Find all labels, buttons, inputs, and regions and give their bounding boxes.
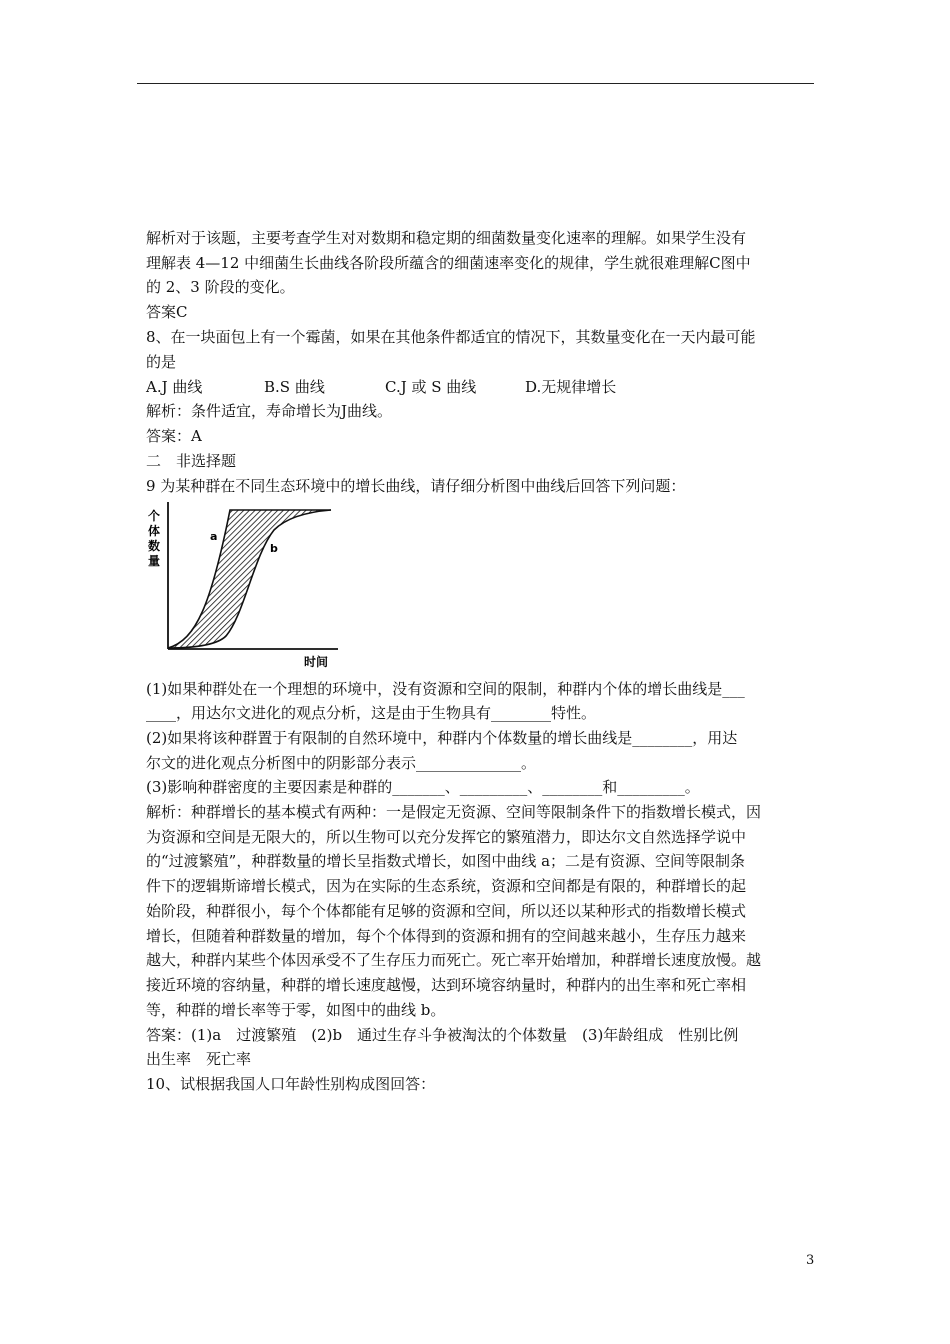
text-line: 解析对于该题，主要考查学生对对数期和稳定期的细菌数量变化速率的理解。如果学生没有 xyxy=(146,229,747,247)
curve-a-label: a xyxy=(210,530,218,543)
text-line: 理解表 4—12 中细菌生长曲线各阶段所蕴含的细菌速率变化的规律，学生就很难理解C图中 xyxy=(146,254,751,272)
y-label-char: 量 xyxy=(148,554,161,568)
answer-line: 出生率 死亡率 xyxy=(146,1050,252,1068)
section-heading: 二 非选择题 xyxy=(146,452,237,470)
answer-line: 答案：(1)a 过渡繁殖 (2)b 通过生存斗争被淘汰的个体数量 (3)年龄组成 性别比例 xyxy=(146,1026,739,1044)
text-line: ____，用达尔文进化的观点分析，这是由于生物具有________特性。 xyxy=(146,704,597,722)
text-line: 的是 xyxy=(146,353,177,371)
question-9: 9 为某种群在不同生态环境中的增长曲线，请仔细分析图中曲线后回答下列问题： xyxy=(146,477,686,495)
question-9-part-2: (2)如果将该种群置于有限制的自然环境中，种群内个体数量的增长曲线是________，用达 xyxy=(146,729,738,747)
analysis-line: 解析：种群增长的基本模式有两种：一是假定无资源、空间等限制条件下的指数增长模式，因 xyxy=(146,803,762,821)
shaded-region xyxy=(168,510,331,648)
option-c: C.J 或 S 曲线 xyxy=(385,378,477,396)
y-label-char: 数 xyxy=(148,539,161,553)
text-line: 解析：条件适宜，寿命增长为J曲线。 xyxy=(146,402,393,420)
analysis-line: 接近环境的容纳量，种群的增长速度越慢，达到环境容纳量时，种群内的出生率和死亡率相 xyxy=(146,976,747,994)
question-9-part-1: (1)如果种群处在一个理想的环境中，没有资源和空间的限制，种群内个体的增长曲线是___ xyxy=(146,680,745,698)
y-label-char: 体 xyxy=(148,524,161,538)
page-number: 3 xyxy=(806,1253,815,1268)
question-8: 8、在一块面包上有一个霉菌，如果在其他条件都适宜的情况下，其数量变化在一天内最可能 xyxy=(146,328,756,346)
option-a: A.J 曲线 xyxy=(146,378,203,396)
analysis-line: 增长，但随着种群数量的增加，每个个体得到的资源和拥有的空间越来越小，生存压力越来 xyxy=(146,927,747,945)
text-line: 的 2、3 阶段的变化。 xyxy=(146,278,295,296)
question-10: 10、试根据我国人口年龄性别构成图回答： xyxy=(146,1075,436,1093)
header-rule xyxy=(137,83,814,84)
text-line: 答案C xyxy=(146,303,188,321)
analysis-line: 的“过渡繁殖”，种群数量的增长呈指数式增长，如图中曲线 a；二是有资源、空间等限制条 xyxy=(146,852,746,870)
analysis-line: 始阶段，种群很小，每个个体都能有足够的资源和空间，所以还以某种形式的指数增长模式 xyxy=(146,902,747,920)
text-line: 尔文的进化观点分析图中的阴影部分表示______________。 xyxy=(146,754,537,772)
curve-b-label: b xyxy=(270,542,278,555)
x-axis-label: 时间 xyxy=(304,655,329,669)
y-label-char: 个 xyxy=(148,509,161,523)
growth-curve-figure xyxy=(146,500,346,670)
text-line: 答案：A xyxy=(146,427,202,445)
question-9-part-3: (3)影响种群密度的主要因素是种群的_______、_________、________和_________。 xyxy=(146,778,700,796)
analysis-line: 为资源和空间是无限大的，所以生物可以充分发挥它的繁殖潜力，即达尔文自然选择学说中 xyxy=(146,828,747,846)
analysis-line: 等，种群的增长率等于零，如图中的曲线 b。 xyxy=(146,1001,446,1019)
analysis-line: 件下的逻辑斯谛增长模式，因为在实际的生态系统，资源和空间都是有限的，种群增长的起 xyxy=(146,877,747,895)
analysis-line: 越大，种群内某些个体因承受不了生存压力而死亡。死亡率开始增加，种群增长速度放慢。越 xyxy=(146,951,762,969)
option-b: B.S 曲线 xyxy=(264,378,325,396)
option-d: D.无规律增长 xyxy=(525,378,617,396)
